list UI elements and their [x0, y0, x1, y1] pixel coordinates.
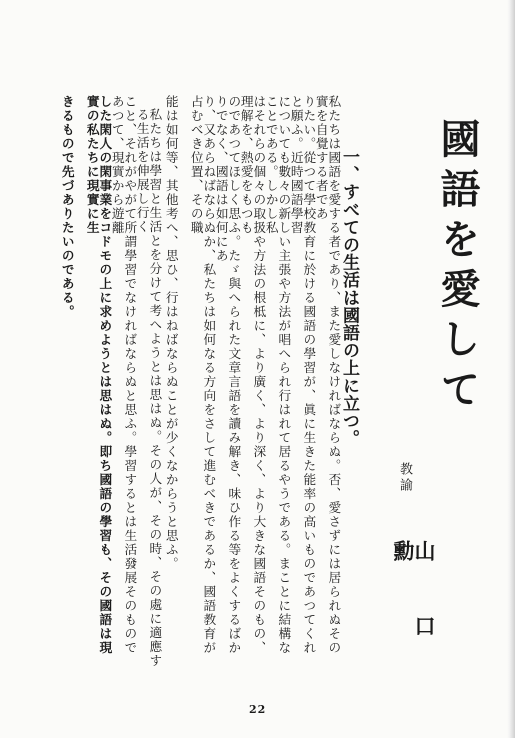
body-column: りたい。從つて學校教育に於ける國語の學習が、眞に生きた能率の高いものであつてくれと願ふ。近時國語學習 — [288, 95, 317, 655]
body-column: こと、それがやがて所謂學習でなければならぬと思ふ。學習するとは生活發展そのものであつて、現實から遊離 — [109, 95, 138, 655]
body-column: 能は如何等、其他考へ、思ひ、行はねばならぬことが少くなからうと思ふ。 — [163, 95, 179, 571]
body-column: についても數々の新しい主張や方法が唱へられ行はれて居るやうである。まことに結構なことである。しかし私 — [263, 95, 292, 655]
body-column: 私たちは國語を愛する者であり、また愛しなければならぬ。否、愛さずには居られぬその實を自覺する者であ — [313, 95, 342, 655]
body-column: した閑人の閑事業をコドモの上に求めようとは思はぬ。即ち國語の學習も、その國語は現實の私たちに現實に生 — [84, 95, 113, 655]
body-column: 私たちは學習と生活とを分けて考へようとは思はぬ。その人が、その時、その處に適應する生活を伸展し行く — [134, 108, 163, 668]
page-number: 22 — [249, 703, 267, 716]
section-heading: 一、すべての生活は國語の上に立つ。 — [339, 148, 359, 448]
article-title: 國語を愛して — [434, 118, 481, 418]
author-name: 山口勳 — [391, 540, 437, 690]
author-role: 教諭 — [397, 462, 412, 494]
body-column: きるもので先づありたいのである。 — [59, 95, 75, 319]
body-column: り、又あらねばならぬか、私たちは如何なる方向をさして進むべきであるか、國語教育が占むべき位置、その職 — [188, 95, 217, 655]
body-column: のであつてほしく思ふ。たゞ與へられた文章言語を讀み解き、味ひ作る等をよくするばかりでなく、國語は如何にあ — [213, 95, 242, 655]
body-column: はそれらの個々の取扱や方法の根柢に、より廣く、より深く、より大きな國語そのもの、理解を、熱愛をもつも — [238, 95, 267, 655]
page-edge-shadow — [507, 0, 515, 738]
